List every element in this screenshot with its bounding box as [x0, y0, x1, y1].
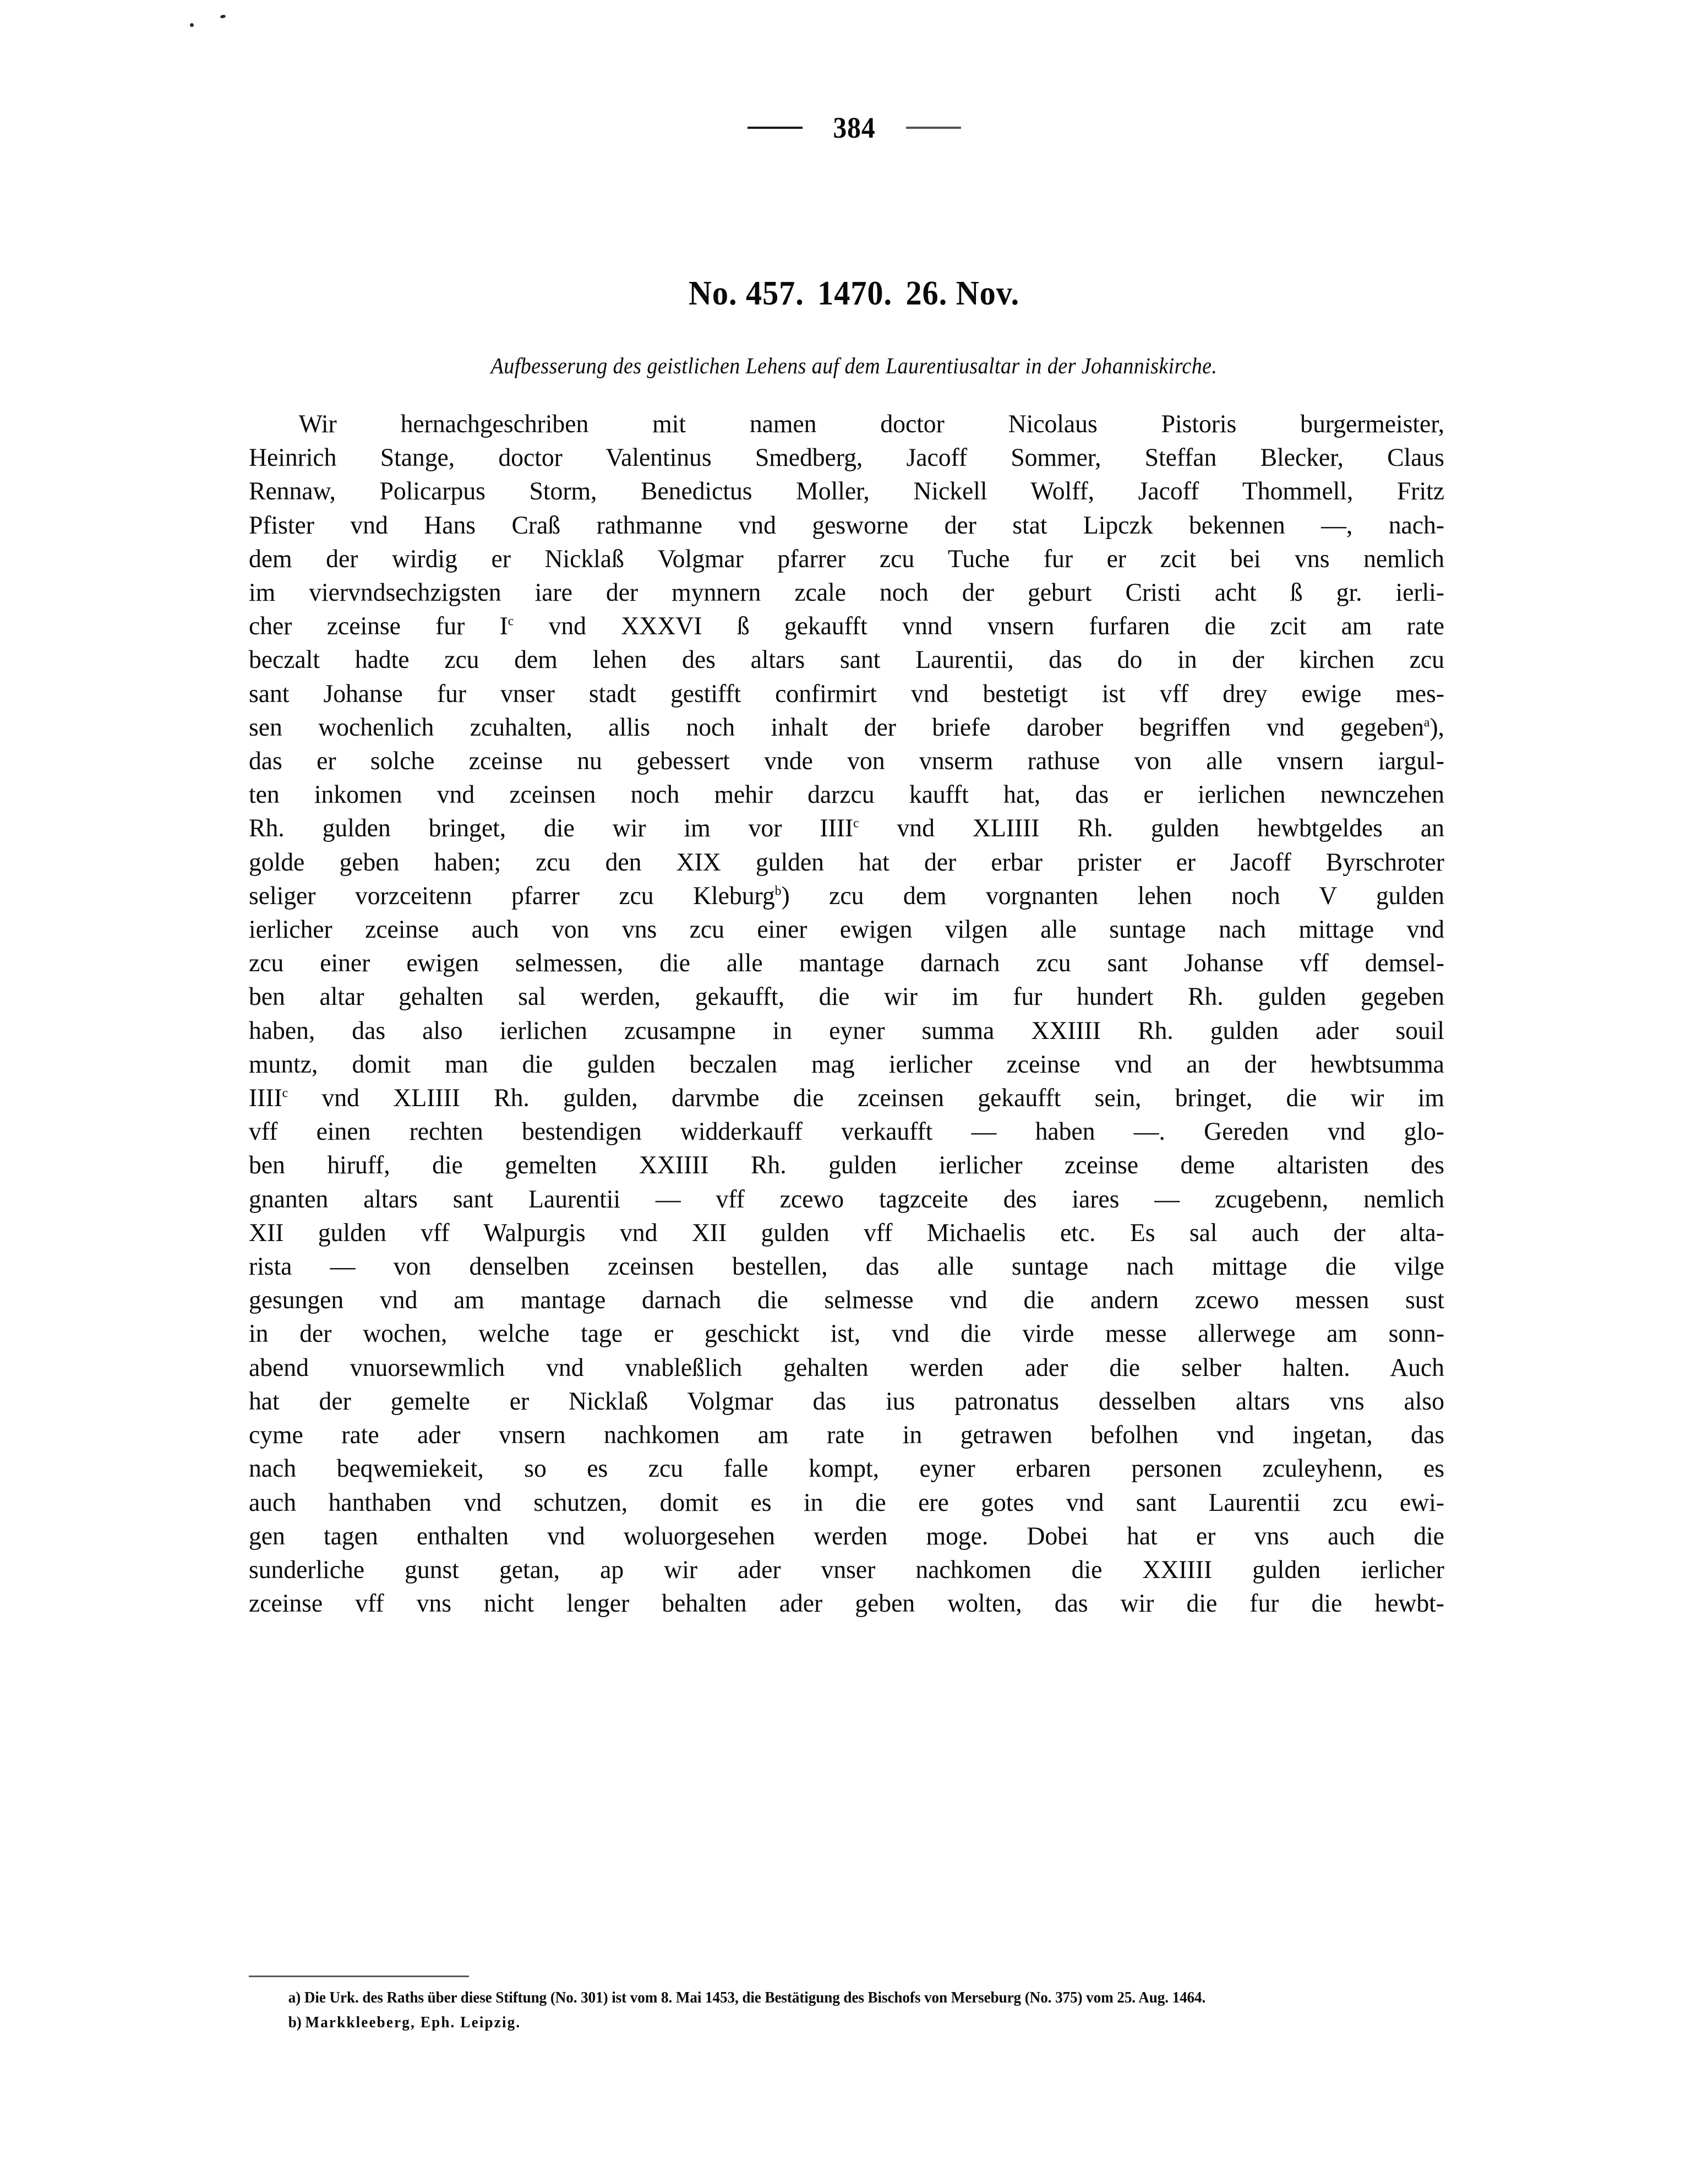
body-line: ben altar gehalten sal werden, gekaufft, die wir im fur hundert Rh. gulden gegeben — [249, 983, 1444, 1011]
body-text — [249, 407, 1444, 1620]
footnote-marker-b: b — [774, 883, 782, 899]
header-rule-right-icon — [906, 127, 961, 129]
body-line: beczalt hadte zcu dem lehen des altars sant Laurentii, das do in der kirchen zcu — [249, 646, 1444, 674]
roman-superscript-c: c — [853, 815, 859, 831]
body-line: muntz, domit man die gulden beczalen mag ierlicher zceinse vnd an der hewbtsumma — [249, 1050, 1444, 1079]
body-line: IIII$^c$ vnd XLIIII Rh. gulden, darvmbe die zceinsen gekaufft sein, bringet, die wir im — [249, 1084, 1444, 1113]
body-line: Wir hernachgeschriben mit namen doctor Nicolaus Pistoris burgermeister, — [298, 410, 1444, 438]
body-line: cher zceinse fur $I^c$ vnd XXXVI ß gekaufft vnnd vnsern furfaren die zcit am rate — [249, 612, 1444, 641]
body-line: das er solche zceinse nu gebessert vnde von vnserm rathuse von alle vnsern iargul- — [249, 747, 1444, 776]
body-line: in der wochen, welche tage er geschickt ist, vnd die virde messe allerwege am sonn- — [249, 1320, 1444, 1348]
body-line: cyme rate ader vnsern nachkomen am rate in getrawen befolhen vnd ingetan, das — [249, 1421, 1444, 1450]
body-line: nach beqwemiekeit, so es zcu falle kompt, eyner erbaren personen zculeyhenn, es — [249, 1455, 1444, 1483]
body-line: dem der wirdig er Nicklaß Volgmar pfarrer zcu Tuche fur er zcit bei vns nemlich — [249, 545, 1444, 573]
body-line: haben, das also ierlichen zcusampne in eyner summa XXIIII Rh. gulden ader souil — [249, 1016, 1444, 1045]
footnote-a-text: Die Urk. des Raths über diese Stiftung (No. 301) ist vom 8. Mai 1453, die Bestätigung des Bischofs von Merseburg (No. 375) vom 25. Aug. 1464. — [304, 1989, 1206, 2006]
body-line: auch hanthaben vnd schutzen, domit es in die ere gotes vnd sant Laurentii zcu ewi- — [249, 1488, 1444, 1517]
document-number: No. 457. — [688, 275, 804, 312]
roman-superscript-c: c — [508, 613, 514, 629]
body-line: sant Johanse fur vnser stadt gestifft confirmirt vnd bestetigt ist vff drey ewige mes- — [249, 679, 1444, 708]
body-line: abend vnuorsewmlich vnd vnableßlich gehalten werden ader die selber halten. Auch — [249, 1353, 1444, 1382]
document-subtitle: Aufbesserung des geistlichen Lehens auf dem Laurentiusaltar in der Johanniskirche. — [490, 353, 1218, 378]
body-line: Rennaw, Policarpus Storm, Benedictus Moller, Nickell Wolff, Jacoff Thommell, Fritz — [249, 477, 1444, 506]
body-line: gnanten altars sant Laurentii — vff zcewo tagzceite des iares — zcugebenn, nemlich — [249, 1185, 1444, 1214]
header-rule-left-icon — [747, 127, 803, 129]
body-line: sen wochenlich zcuhalten, allis noch inhalt der briefe darober begriffen vnd gegeben$^a$), — [249, 713, 1444, 742]
body-line: ben hiruff, die gemelten XXIIII Rh. gulden ierlicher zceinse deme altaristen des — [249, 1151, 1444, 1180]
footnote-divider — [249, 1976, 469, 1977]
body-line: gesungen vnd am mantage darnach die selmesse vnd die andern zcewo messen sust — [249, 1286, 1444, 1315]
footnote-b-text: Markkleeberg, Eph. Leipzig. — [305, 2014, 521, 2031]
body-line: gen tagen enthalten vnd woluorgesehen werden moge. Dobei hat er vns auch die — [249, 1522, 1444, 1550]
document-date: 26. Nov. — [905, 275, 1020, 312]
scan-speck-icon — [190, 23, 194, 27]
body-paragraph — [249, 407, 1444, 1620]
body-line: XII gulden vff Walpurgis vnd XII gulden vff Michaelis etc. Es sal auch der alta- — [249, 1218, 1444, 1247]
footnote-a-marker: a) — [288, 1989, 301, 2006]
body-line: Heinrich Stange, doctor Valentinus Smedberg, Jacoff Sommer, Steffan Blecker, Claus — [249, 444, 1444, 472]
body-line: rista — von denselben zceinsen bestellen, das alle suntage nach mittage die vilge — [249, 1253, 1444, 1281]
footnote-b-marker: b) — [288, 2014, 302, 2031]
body-line: hat der gemelte er Nicklaß Volgmar das ius patronatus desselben altars vns also — [249, 1387, 1444, 1416]
body-line: Pfister vnd Hans Craß rathmanne vnd gesworne der stat Lipczk bekennen —, nach- — [249, 511, 1444, 540]
body-line: zcu einer ewigen selmessen, die alle mantage darnach zcu sant Johanse vff demsel- — [249, 949, 1444, 978]
scan-speck-icon — [220, 14, 226, 19]
document-heading — [51, 274, 1657, 313]
paragraph-indent — [249, 407, 299, 408]
roman-superscript-c: c — [282, 1085, 288, 1101]
body-line: ten inkomen vnd zceinsen noch mehir darzcu kaufft hat, das er ierlichen newnczehen — [249, 781, 1444, 809]
body-line: sunderliche gunst getan, ap wir ader vnser nachkomen die XXIIII gulden ierlicher — [249, 1555, 1444, 1584]
footnote-a — [249, 1985, 1426, 2010]
page-number: 384 — [832, 111, 876, 144]
body-line: seliger vorzceitenn pfarrer zcu Kleburg$^b$) zcu dem vorgnanten lehen noch V gulden — [249, 881, 1444, 910]
document-year: 1470. — [817, 275, 893, 312]
footnote-block — [249, 1985, 1426, 2035]
body-line: im viervndsechzigsten iare der mynnern zcale noch der geburt Cristi acht ß gr. ierli- — [249, 579, 1444, 607]
footnote-marker-a: a — [1423, 715, 1430, 730]
body-line: vff einen rechten bestendigen widderkauff verkaufft — haben —. Gereden vnd glo- — [249, 1118, 1444, 1146]
body-line: Rh. gulden bringet, die wir im vor IIII$^c$ vnd XLIIII Rh. gulden hewbtgeldes an — [249, 814, 1444, 843]
body-line: ierlicher zceinse auch von vns zcu einer ewigen vilgen alle suntage nach mittage vnd — [249, 916, 1444, 944]
body-line: zceinse vff vns nicht lenger behalten ader geben wolten, das wir die fur die hewbt- — [249, 1590, 1444, 1618]
running-head — [0, 113, 1708, 143]
footnote-b — [249, 2010, 1426, 2035]
body-line: golde geben haben; zcu den XIX gulden hat der erbar prister er Jacoff Byrschroter — [249, 848, 1444, 877]
